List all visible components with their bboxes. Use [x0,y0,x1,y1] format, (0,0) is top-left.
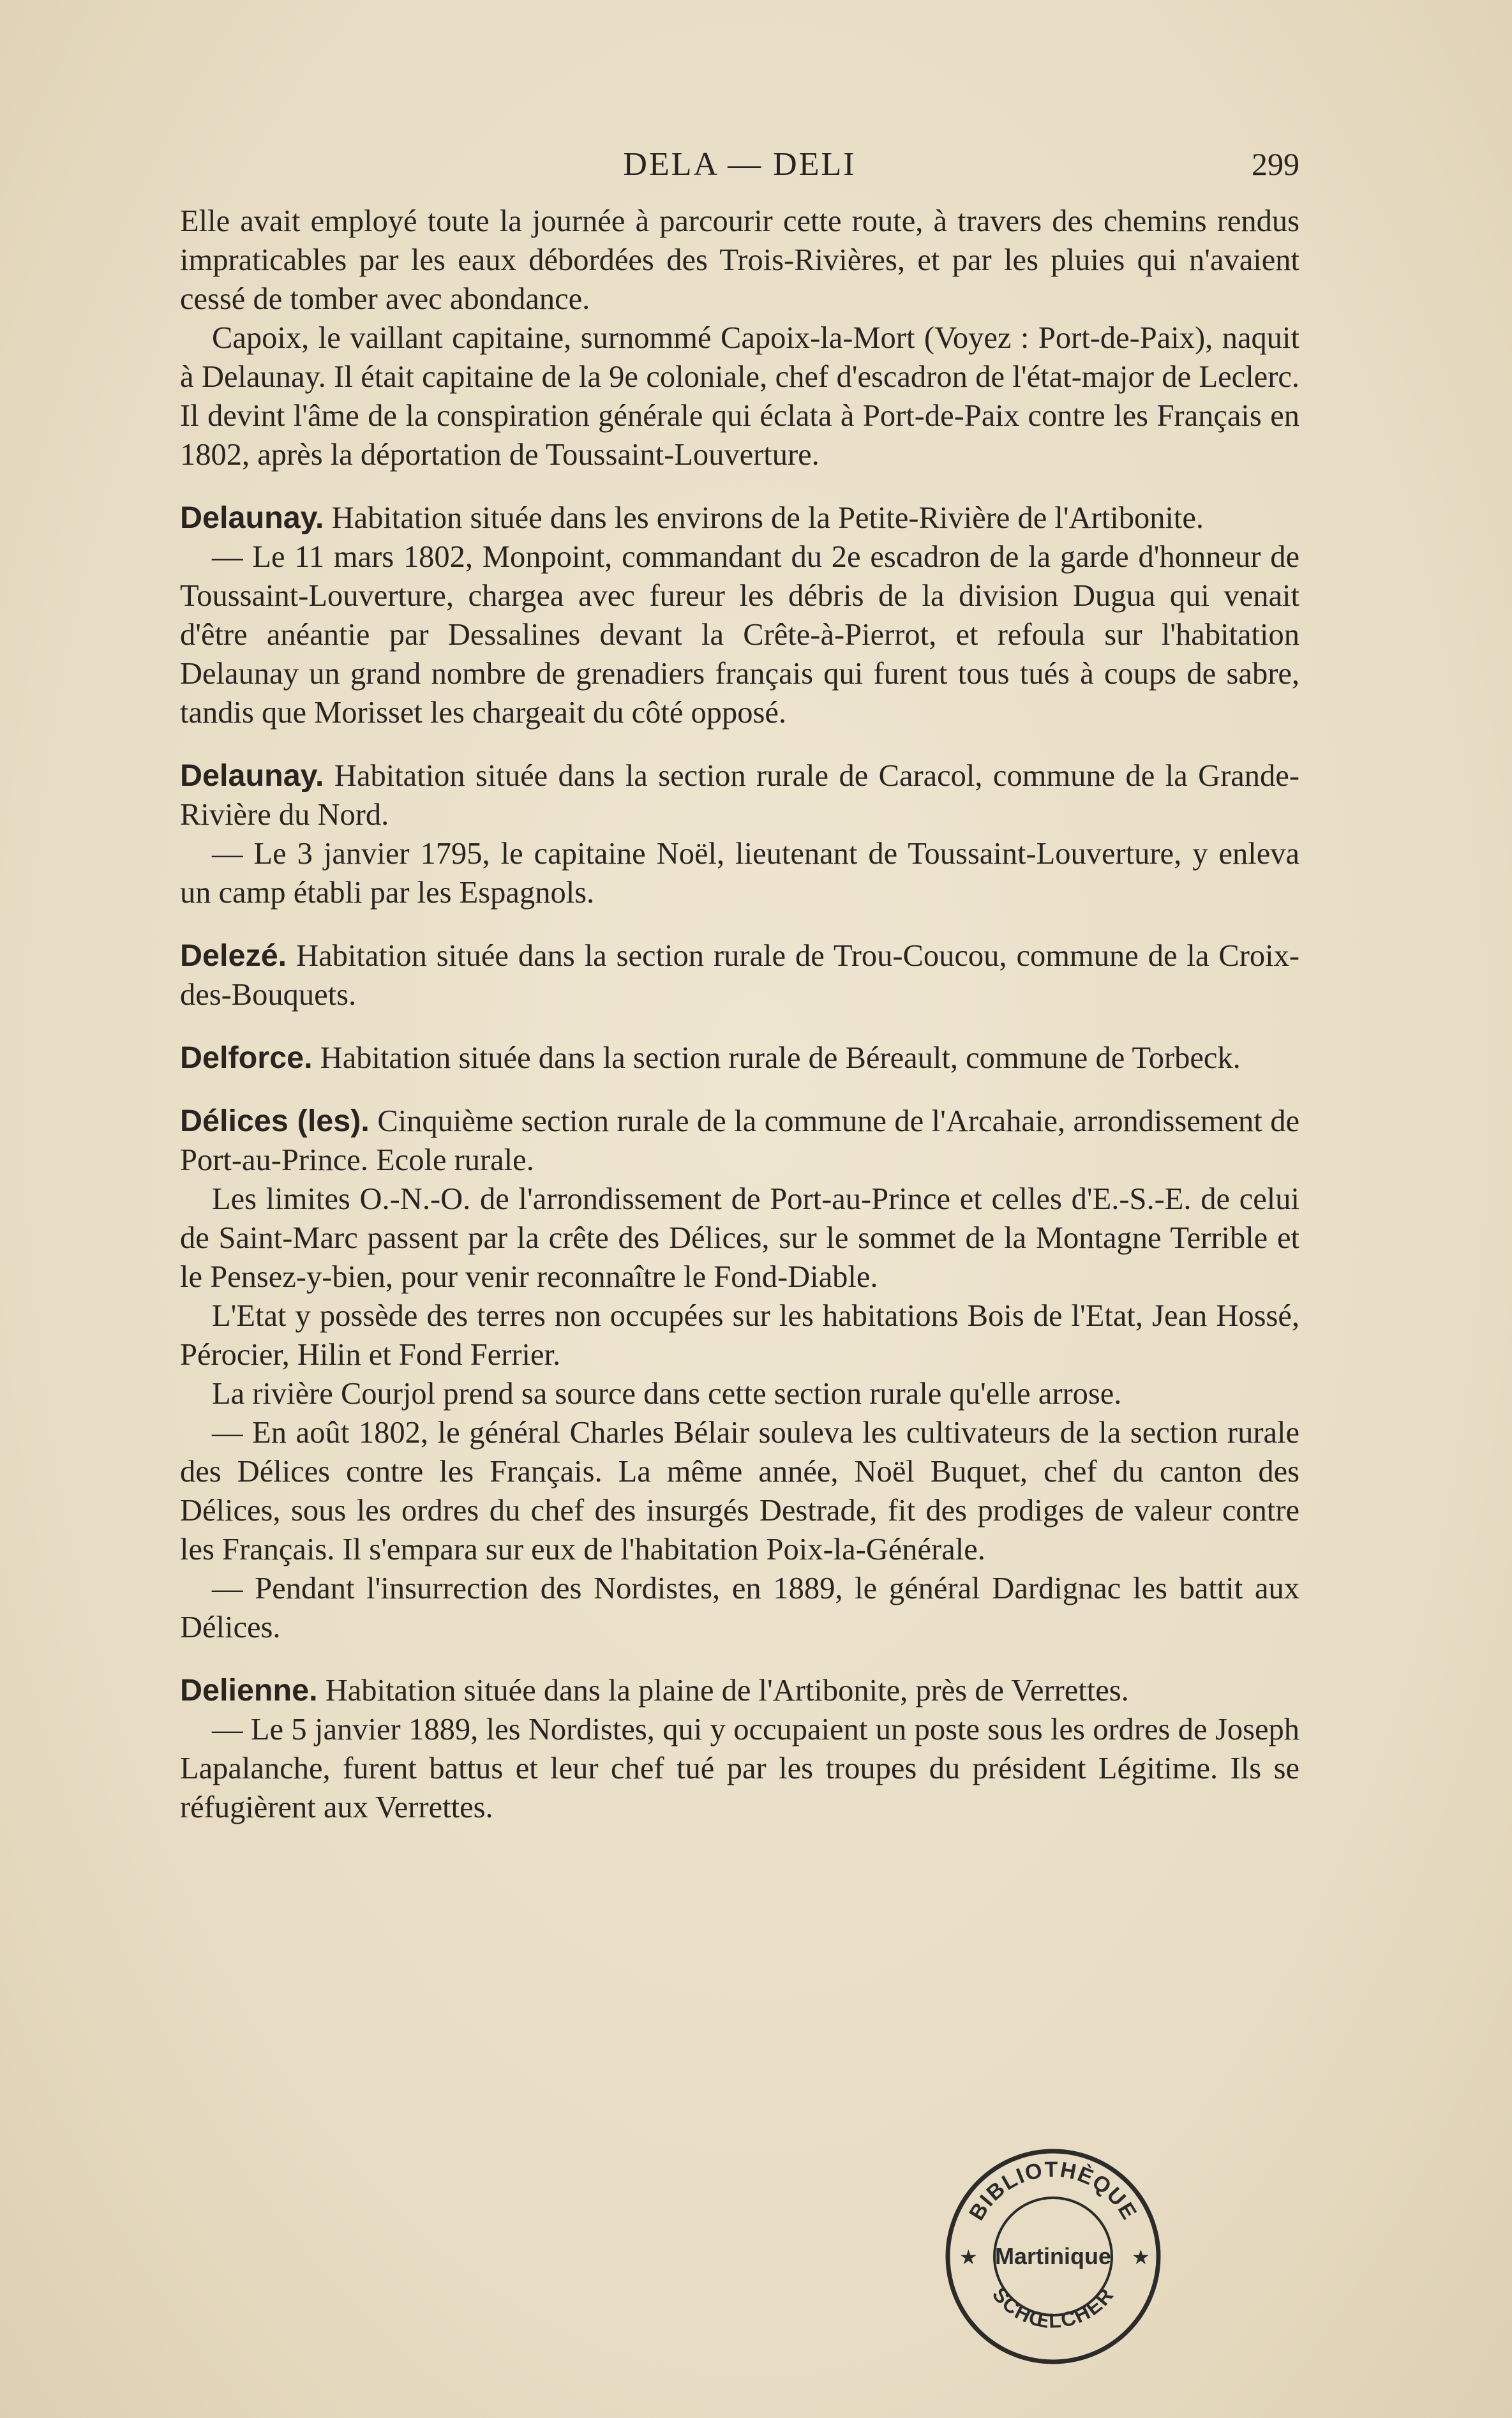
stamp-star-icon: ★ [959,2245,978,2269]
stamp-star-icon: ★ [1132,2245,1150,2269]
entry-note: — Le 11 mars 1802, Monpoint, commandant du 2e escadron de la garde d'honneur de Toussaint-Louverture, chargea avec fureur les débris de la division Dugua qui venait d'être anéantie par Dessalines devant la Crête-à-Pierrot, et refoula sur l'habitation Delaunay un grand nombre de grenadiers français qui furent tous tués à coups de sabre, tandis que Morisset les chargeait du côté opposé. [180,540,1299,730]
dictionary-entry [180,1671,1299,1710]
entry-headword: Delienne. [180,1673,318,1708]
entry-headword: Délices (les). [180,1104,370,1138]
entry-note: — Le 3 janvier 1795, le capitaine Noël, lieutenant de Toussaint-Louverture, y enleva un camp établi par les Espagnols. [180,837,1299,910]
dictionary-entry [180,1039,1299,1078]
entry-definition: Habitation située dans la section rurale de Caracol, commune de la Grande-Rivière du Nord. [180,759,1299,832]
entry-definition: Cinquième section rurale de la commune de l'Arcahaie, arrondissement de Port-au-Prince. Ecole rurale. [180,1104,1299,1177]
entry-definition: Habitation située dans la plaine de l'Artibonite, près de Verrettes. [317,1674,1129,1708]
dictionary-entry [180,936,1299,1014]
entry-headword: Delaunay. [180,758,324,793]
entry-note: L'Etat y possède des terres non occupées sur les habitations Bois de l'Etat, Jean Hossé, Pérocier, Hilin et Fond Ferrier. [180,1299,1299,1372]
entry-headword: Delforce. [180,1040,313,1075]
entry-headword: Delaunay. [180,500,324,535]
entry-definition: Habitation située dans la section rurale de Trou-Coucou, commune de la Croix-des-Bouquets. [180,939,1299,1012]
dictionary-entry [180,1102,1299,1180]
body-text [180,202,1299,1827]
entry-definition: Habitation située dans la section rurale de Béreault, commune de Torbeck. [312,1041,1241,1075]
entry-note: — En août 1802, le général Charles Bélair souleva les cultivateurs de la section rurale des Délices contre les Français. La même année, Noël Buquet, chef du canton des Délices, sous les ordres du chef des insurgés Destrade, fit des prodiges de valeur contre les Français. Il s'empara sur eux de l'habitation Poix-la-Générale. [180,1416,1299,1566]
dictionary-entry [180,499,1299,537]
page-header [180,146,1299,190]
entry-note: — Pendant l'insurrection des Nordistes, en 1889, le général Dardignac les battit aux Délices. [180,1572,1299,1644]
stamp-center-text: Martinique [994,2243,1112,2269]
stamp-top-text: BIBLIOTHÈQUE [964,2157,1142,2225]
dictionary-entry [180,756,1299,834]
entry-definition: Habitation située dans les environs de la Petite-Rivière de l'Artibonite. [324,501,1204,535]
entry-note: La rivière Courjol prend sa source dans cette section rurale qu'elle arrose. [212,1377,1122,1411]
running-title: DELA — DELI [623,146,857,183]
paragraph: Elle avait employé toute la journée à parcourir cette route, à travers des chemins rendus impraticables par les eaux débordées des Trois-Rivières, et par les pluies qui n'avaient cessé de tomber avec abondance. [180,204,1299,316]
library-stamp [929,2129,1178,2384]
paragraph: Capoix, le vaillant capitaine, surnommé Capoix-la-Mort (Voyez : Port-de-Paix), naquit à Delaunay. Il était capitaine de la 9e coloniale, chef d'escadron de l'état-major de Leclerc. Il devint l'âme de la conspiration générale qui éclata à Port-de-Paix contre les Français en 1802, après la déportation de Toussaint-Louverture. [180,321,1299,472]
entry-headword: Delezé. [180,938,287,973]
page-number: 299 [1252,146,1299,182]
stamp-bottom-text: SCHŒLCHER [987,2283,1119,2333]
entry-note: — Le 5 janvier 1889, les Nordistes, qui y occupaient un poste sous les ordres de Joseph Lapalanche, furent battus et leur chef tué par les troupes du président Légitime. Ils se réfugièrent aux Verrettes. [180,1713,1299,1824]
entry-note: Les limites O.-N.-O. de l'arrondissement de Port-au-Prince et celles d'E.-S.-E. de celui de Saint-Marc passent par la crête des Délices, sur le sommet de la Montagne Terrible et le Pensez-y-bien, pour venir reconnaître le Fond-Diable. [180,1182,1299,1294]
